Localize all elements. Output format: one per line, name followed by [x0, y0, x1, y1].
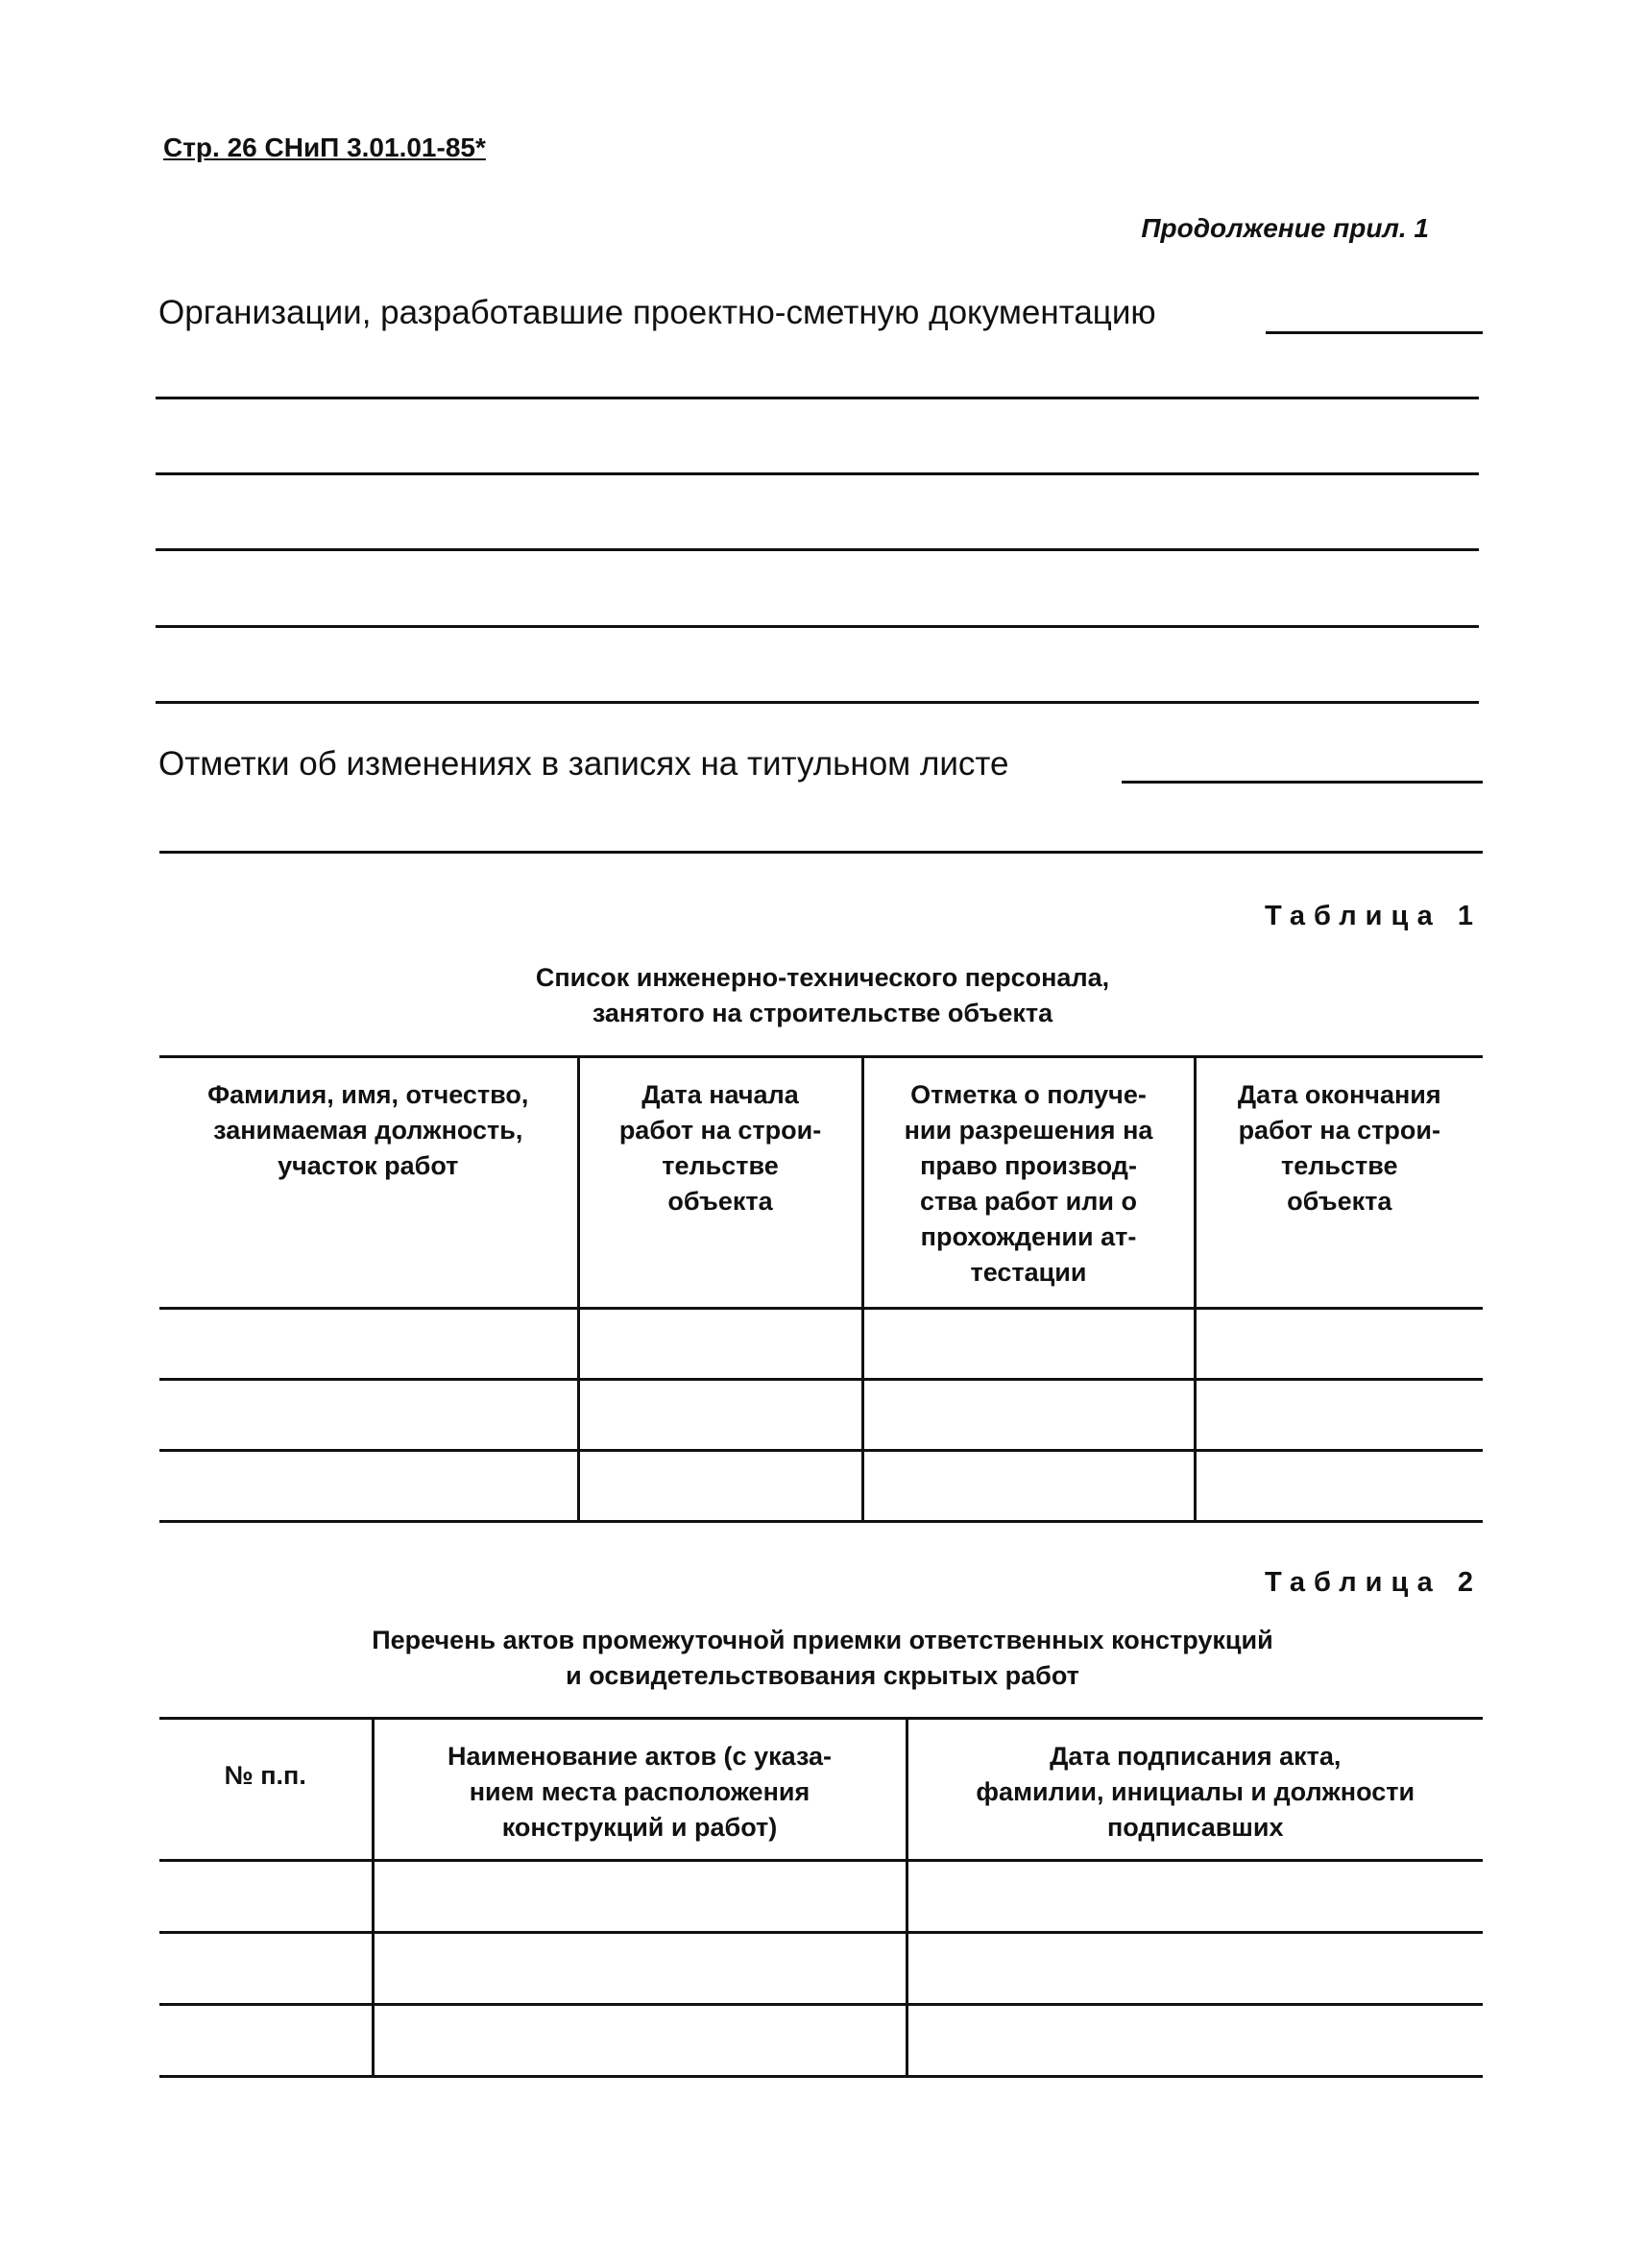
- table-row: [159, 1933, 1483, 2005]
- table-cell[interactable]: [578, 1380, 862, 1451]
- table1-header-name: Фамилия, имя, отчество, занимаемая должность, участок работ: [159, 1057, 578, 1309]
- table1: [159, 1055, 1483, 1523]
- table-row: [159, 1309, 1483, 1380]
- table-cell[interactable]: [862, 1380, 1195, 1451]
- table-cell[interactable]: [862, 1309, 1195, 1380]
- organizations-line-1[interactable]: [156, 397, 1479, 399]
- organizations-line-2[interactable]: [156, 472, 1479, 475]
- table-cell[interactable]: [159, 1933, 373, 2005]
- table-cell[interactable]: [1195, 1451, 1483, 1522]
- table2: [159, 1717, 1483, 2078]
- table-cell[interactable]: [373, 2005, 907, 2077]
- table1-header-permit: Отметка о получе- нии разрешения на право производ- ства работ или о прохождении ат- тестации: [862, 1057, 1195, 1309]
- changes-line-1[interactable]: [159, 851, 1483, 854]
- organizations-line-5[interactable]: [156, 701, 1479, 704]
- changes-fill-line[interactable]: [1122, 781, 1483, 784]
- organizations-line-3[interactable]: [156, 548, 1479, 551]
- table-cell[interactable]: [159, 1451, 578, 1522]
- table1-header-end-date: Дата окончания работ на строи- тельстве объекта: [1195, 1057, 1483, 1309]
- table-cell[interactable]: [862, 1451, 1195, 1522]
- table-row: [159, 2005, 1483, 2077]
- changes-label: Отметки об изменениях в записях на титульном листе: [158, 745, 1009, 783]
- organizations-line-4[interactable]: [156, 625, 1479, 628]
- table2-header-number: № п.п.: [159, 1719, 373, 1861]
- table2-header-signing: Дата подписания акта, фамилии, инициалы и должности подписавших: [907, 1719, 1483, 1861]
- table-row: [159, 1380, 1483, 1451]
- table-cell[interactable]: [159, 1309, 578, 1380]
- table2-header-act-name: Наименование актов (с указа- нием места расположения конструкций и работ): [373, 1719, 907, 1861]
- table-cell[interactable]: [159, 2005, 373, 2077]
- table-cell[interactable]: [578, 1451, 862, 1522]
- table-cell[interactable]: [907, 1933, 1483, 2005]
- table-cell[interactable]: [373, 1861, 907, 1933]
- table-cell[interactable]: [1195, 1380, 1483, 1451]
- table-cell[interactable]: [907, 1861, 1483, 1933]
- table-cell[interactable]: [578, 1309, 862, 1380]
- continuation-note: Продолжение прил. 1: [1141, 213, 1429, 243]
- table-cell[interactable]: [159, 1380, 578, 1451]
- table1-title-line-2: занятого на строительстве объекта: [592, 999, 1053, 1027]
- table1-header-start-date: Дата начала работ на строи- тельстве объекта: [578, 1057, 862, 1309]
- table1-number: Таблица 1: [1264, 901, 1482, 931]
- table2-title-line-1: Перечень актов промежуточной приемки ответственных конструкций: [372, 1626, 1273, 1654]
- organizations-label: Организации, разработавшие проектно-сметную документацию: [158, 294, 1156, 331]
- table2-title-line-2: и освидетельствования скрытых работ: [566, 1661, 1079, 1690]
- table-cell[interactable]: [907, 2005, 1483, 2077]
- table-cell[interactable]: [159, 1861, 373, 1933]
- table-row: [159, 1451, 1483, 1522]
- table-cell[interactable]: [1195, 1309, 1483, 1380]
- table1-title-line-1: Список инженерно-технического персонала,: [535, 963, 1110, 992]
- organizations-fill-line[interactable]: [1266, 331, 1483, 334]
- table-cell[interactable]: [373, 1933, 907, 2005]
- page-header: Стр. 26 СНиП 3.01.01-85*: [163, 133, 486, 162]
- table-row: [159, 1861, 1483, 1933]
- table2-number: Таблица 2: [1264, 1567, 1482, 1598]
